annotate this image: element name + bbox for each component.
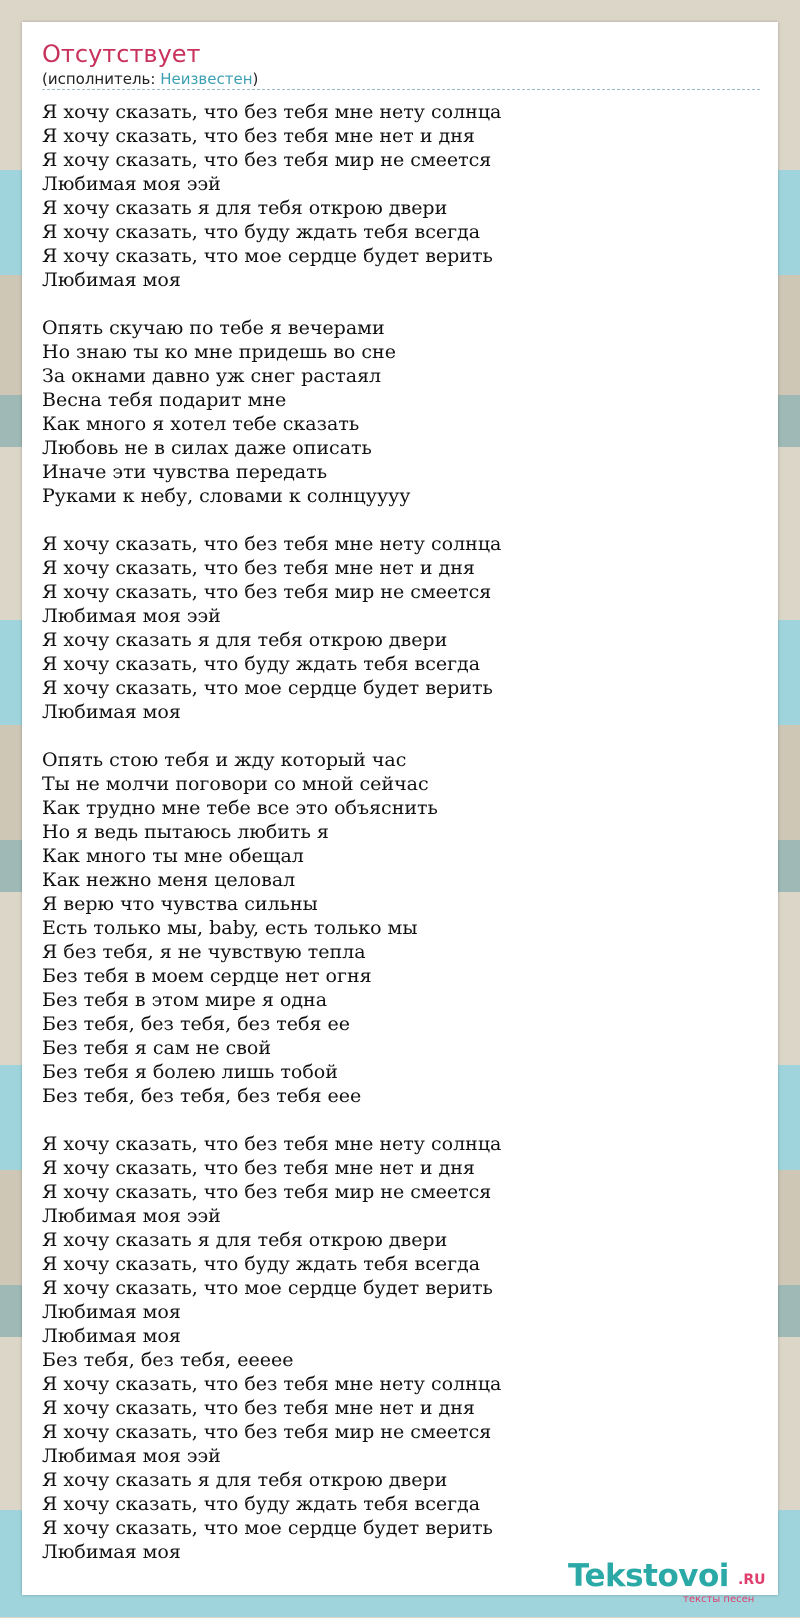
lyric-line: Опять стою тебя и жду который час bbox=[42, 749, 407, 771]
lyric-line: Я хочу сказать, что мое сердце будет верить bbox=[42, 1277, 493, 1299]
lyric-line: Любимая моя ээй bbox=[42, 1205, 221, 1227]
lyric-line: Опять скучаю по тебе я вечерами bbox=[42, 317, 385, 339]
lyric-line: Как много ты мне обещал bbox=[42, 845, 304, 867]
lyric-line: Я хочу сказать, что без тебя мне нет и дня bbox=[42, 557, 475, 579]
logo-tagline: тексты песен bbox=[683, 1594, 755, 1605]
lyric-line: Но я ведь пытаюсь любить я bbox=[42, 821, 329, 843]
lyric-line: Я хочу сказать, что без тебя мне нет и дня bbox=[42, 1397, 475, 1419]
stanza-break bbox=[42, 292, 762, 316]
performer-prefix: (исполнитель: bbox=[42, 70, 161, 88]
artist-link[interactable]: Неизвестен bbox=[160, 70, 253, 88]
lyric-line: Я хочу сказать, что без тебя мир не смеется bbox=[42, 149, 492, 171]
lyric-line: Я без тебя, я не чувствую тепла bbox=[42, 941, 366, 963]
lyric-line: Без тебя, без тебя, без тебя ее bbox=[42, 1013, 351, 1035]
lyric-line: Я верю что чувства сильны bbox=[42, 893, 318, 915]
lyric-line: Любимая моя ээй bbox=[42, 605, 221, 627]
lyric-line: Иначе эти чувства передать bbox=[42, 461, 328, 483]
lyrics-text bbox=[42, 100, 762, 1564]
lyric-line: Как трудно мне тебе все это объяснить bbox=[42, 797, 438, 819]
lyric-line: Я хочу сказать, что мое сердце будет верить bbox=[42, 1517, 493, 1539]
lyric-line: Любимая моя bbox=[42, 1541, 181, 1563]
lyric-line: Я хочу сказать, что без тебя мне нету солнца bbox=[42, 1133, 502, 1155]
lyric-line: Я хочу сказать я для тебя открою двери bbox=[42, 1229, 448, 1251]
lyric-line: Без тебя, без тебя, без тебя еее bbox=[42, 1085, 362, 1107]
performer-suffix: ) bbox=[252, 70, 259, 88]
lyric-line: Но знаю ты ко мне придешь во сне bbox=[42, 341, 396, 363]
lyric-line: Без тебя в моем сердце нет огня bbox=[42, 965, 372, 987]
lyric-line: Любимая моя bbox=[42, 269, 181, 291]
site-logo[interactable] bbox=[568, 1558, 788, 1618]
lyric-line: Я хочу сказать я для тебя открою двери bbox=[42, 629, 448, 651]
lyric-line: Любимая моя bbox=[42, 1301, 181, 1323]
lyric-line: Я хочу сказать, что мое сердце будет верить bbox=[42, 245, 493, 267]
lyric-line: Любовь не в силах даже описать bbox=[42, 437, 372, 459]
stanza-break bbox=[42, 724, 762, 748]
lyric-line: Любимая моя bbox=[42, 1325, 181, 1347]
lyric-line: Я хочу сказать, что буду ждать тебя всегда bbox=[42, 1253, 481, 1275]
lyric-line: Я хочу сказать, что буду ждать тебя всегда bbox=[42, 221, 481, 243]
lyric-line: Я хочу сказать, что буду ждать тебя всегда bbox=[42, 653, 481, 675]
lyric-line: Как нежно меня целовал bbox=[42, 869, 296, 891]
lyric-line: Любимая моя ээй bbox=[42, 173, 221, 195]
stanza-break bbox=[42, 1108, 762, 1132]
lyric-line: Весна тебя подарит мне bbox=[42, 389, 287, 411]
lyric-line: Есть только мы, baby, есть только мы bbox=[42, 917, 418, 939]
lyric-line: Без тебя в этом мире я одна bbox=[42, 989, 328, 1011]
lyric-line: Я хочу сказать, что без тебя мир не смеется bbox=[42, 1421, 492, 1443]
lyric-line: Я хочу сказать я для тебя открою двери bbox=[42, 197, 448, 219]
lyric-line: За окнами давно уж снег растаял bbox=[42, 365, 382, 387]
lyric-line: Я хочу сказать, что без тебя мне нет и дня bbox=[42, 125, 475, 147]
song-title: Отсутствует bbox=[42, 40, 201, 68]
lyrics-card bbox=[22, 22, 778, 1605]
lyric-line: Я хочу сказать, что без тебя мир не смеется bbox=[42, 1181, 492, 1203]
lyric-line: Без тебя, без тебя, еееее bbox=[42, 1349, 294, 1371]
lyric-line: Без тебя я сам не свой bbox=[42, 1037, 272, 1059]
lyric-line: Я хочу сказать, что без тебя мне нету солнца bbox=[42, 101, 502, 123]
lyric-line: Ты не молчи поговори со мной сейчас bbox=[42, 773, 429, 795]
lyric-line: Как много я хотел тебе сказать bbox=[42, 413, 360, 435]
lyric-line: Руками к небу, словами к солнцуууу bbox=[42, 485, 411, 507]
performer-line bbox=[42, 70, 258, 88]
lyric-line: Любимая моя bbox=[42, 701, 181, 723]
lyric-line: Я хочу сказать, что без тебя мне нету солнца bbox=[42, 533, 502, 555]
lyric-line: Я хочу сказать, что мое сердце будет верить bbox=[42, 677, 493, 699]
title-divider bbox=[42, 89, 760, 90]
lyric-line: Я хочу сказать, что без тебя мне нету солнца bbox=[42, 1373, 502, 1395]
lyric-line: Я хочу сказать я для тебя открою двери bbox=[42, 1469, 448, 1491]
logo-tld: .RU bbox=[738, 1572, 766, 1588]
lyric-line: Без тебя я болею лишь тобой bbox=[42, 1061, 338, 1083]
lyric-line: Я хочу сказать, что без тебя мир не смеется bbox=[42, 581, 492, 603]
lyric-line: Я хочу сказать, что буду ждать тебя всегда bbox=[42, 1493, 481, 1515]
lyric-line: Я хочу сказать, что без тебя мне нет и дня bbox=[42, 1157, 475, 1179]
logo-brand: Tekstovoi bbox=[568, 1558, 729, 1594]
stanza-break bbox=[42, 508, 762, 532]
lyric-line: Любимая моя ээй bbox=[42, 1445, 221, 1467]
